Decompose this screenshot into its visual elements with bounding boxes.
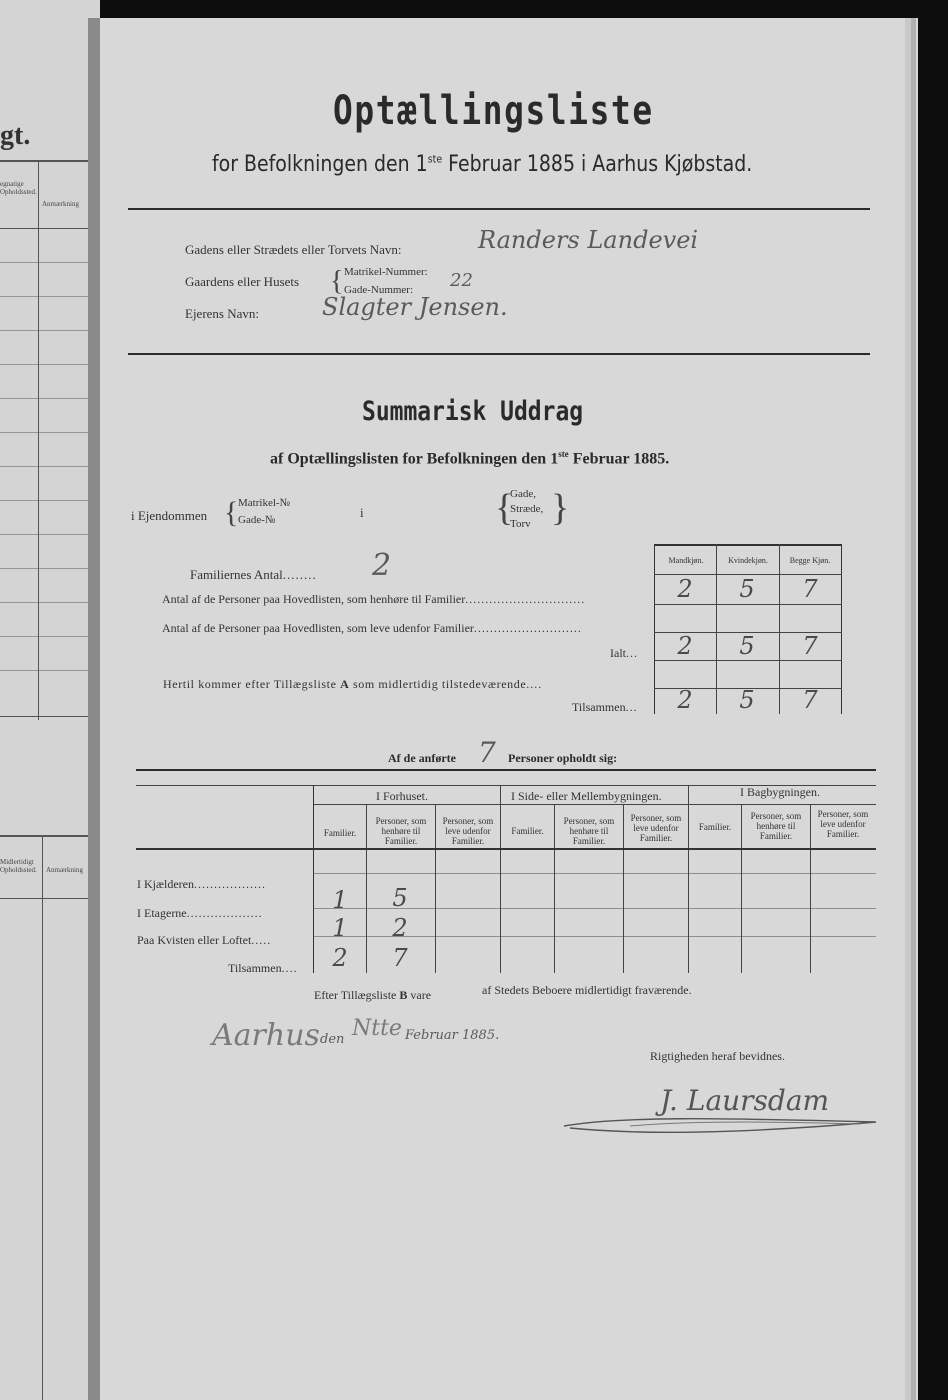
- tilsammen-male: 2: [677, 686, 693, 714]
- place-type-straede: Stræde,: [510, 503, 544, 515]
- signature: J. Laursdam: [660, 1084, 830, 1117]
- residence-intro-value: 7: [478, 736, 496, 769]
- left-col-a-header: egnatige Opholdssted.: [0, 180, 37, 196]
- gade-number-label: Gade-Nummer:: [344, 284, 414, 296]
- row-label-etager: I Etagerne...................: [137, 906, 263, 920]
- form-subtitle: for Befolkningen den 1ste Februar 1885 i Aarhus Kjøbstad.: [212, 152, 753, 177]
- form-title: Optællingsliste: [333, 88, 654, 134]
- ialt-male: 2: [677, 632, 693, 660]
- certify-text: Rigtigheden heraf bevidnes.: [650, 1049, 785, 1063]
- residence-intro-pre: Af de anførte: [388, 751, 456, 765]
- tilsammen-persons: 7: [392, 944, 408, 972]
- kvist-families: 1: [332, 914, 348, 942]
- row-label-tilsammen: Tilsammen...: [572, 700, 638, 714]
- property-matrikel-no: Matrikel-№: [238, 497, 291, 509]
- row-label-kjaelder: I Kjælderen..................: [137, 877, 266, 891]
- sub-header-outside-families: Personer, som leve udenfor Familier.: [817, 809, 869, 839]
- sign-day: Ntte: [352, 1016, 402, 1041]
- property-i: i: [360, 505, 364, 520]
- col-header-both: Begge Kjøn.: [789, 556, 831, 565]
- summary-title: Summarisk Uddrag: [362, 396, 584, 427]
- owner-label: Ejerens Navn:: [185, 306, 260, 321]
- divider: [128, 208, 870, 210]
- sub-header-in-families: Personer, som henhøre til Familier.: [375, 816, 427, 846]
- kvist-persons: 2: [392, 914, 408, 942]
- in-families-male: 2: [677, 575, 693, 603]
- tillaeg-b-post: af Stedets Beboere midlertidigt fraværende.: [482, 983, 692, 997]
- sign-place: Aarhus: [212, 1018, 320, 1053]
- group-bagbygning: I Bagbygningen.: [740, 785, 820, 799]
- group-forhuset: I Forhuset.: [376, 789, 428, 803]
- property-label: i Ejendommen: [131, 508, 208, 523]
- sub-header-families: Familier.: [323, 828, 357, 838]
- house-label: Gaardens eller Husets: [185, 274, 300, 289]
- row-label-kvist: Paa Kvisten eller Loftet.....: [137, 933, 272, 947]
- sign-month-year: Februar 1885.: [405, 1028, 500, 1043]
- sub-header-families: Familier.: [511, 826, 544, 836]
- etager-families: 1: [332, 886, 348, 914]
- left-facing-page: [0, 0, 100, 1400]
- street-value: Randers Landevei: [478, 226, 699, 254]
- place-type-gade: Gade,: [510, 488, 536, 500]
- ialt-both: 7: [802, 632, 818, 660]
- book-gutter: [88, 18, 100, 1400]
- group-sidebygning: I Side- eller Mellembygningen.: [511, 789, 662, 803]
- etager-persons: 5: [392, 884, 408, 912]
- summary-subtitle: af Optællingslisten for Befolkningen den 1ste Februar 1885.: [270, 449, 670, 468]
- left-page-heading: gt.: [0, 120, 31, 151]
- left-col-a-header-lower: Midlertidigt Opholdssted.: [0, 858, 37, 874]
- owner-value: Slagter Jensen.: [322, 293, 508, 321]
- in-families-female: 5: [739, 575, 755, 603]
- row-label-ialt: Ialt...: [610, 646, 638, 660]
- row-label-in-families: Antal af de Personer paa Hovedlisten, som henhøre til Familier..............................: [162, 592, 586, 606]
- col-header-female: Kvindekjøn.: [728, 556, 768, 565]
- tilsammen-families: 2: [332, 944, 348, 972]
- matrikel-label: Matrikel-Nummer:: [344, 266, 428, 278]
- in-families-both: 7: [802, 575, 818, 603]
- families-count-value: 2: [372, 548, 392, 583]
- row-label-outside-families: Antal af de Personer paa Hovedlisten, som leve udenfor Familier...........................: [162, 621, 582, 635]
- tilsammen-female: 5: [739, 686, 755, 714]
- row-label-tillaeg-a: Hertil kommer efter Tillægsliste A som midlertidig tilstedeværende....: [163, 677, 543, 691]
- sub-header-in-families: Personer, som henhøre til Familier.: [750, 811, 802, 841]
- residence-intro-post: Personer opholdt sig:: [508, 751, 618, 765]
- signature-flourish: [560, 1114, 880, 1138]
- residence-table-top: [136, 769, 876, 771]
- left-col-b-header: Anmærkning: [42, 200, 79, 208]
- sub-header-in-families: Personer, som henhøre til Familier.: [563, 816, 615, 846]
- sign-den: den: [320, 1032, 345, 1047]
- sub-header-outside-families: Personer, som leve udenfor Familier.: [442, 816, 494, 846]
- property-gade-no: Gade-№: [238, 514, 276, 526]
- ialt-female: 5: [739, 632, 755, 660]
- gade-number-value: 22: [450, 270, 473, 291]
- street-label: Gadens eller Strædets eller Torvets Navn:: [185, 242, 402, 257]
- divider: [128, 353, 870, 355]
- sub-header-outside-families: Personer, som leve udenfor Familier.: [630, 813, 682, 843]
- families-count-label: Familiernes Antal........: [190, 567, 317, 582]
- col-header-male: Mandkjøn.: [668, 556, 704, 565]
- row-label-tilsammen-res: Tilsammen....: [228, 961, 298, 975]
- left-col-b-header-lower: Anmærkning: [46, 866, 83, 874]
- sub-header-families: Familier.: [698, 822, 732, 832]
- place-type-torv: Torv: [510, 518, 531, 530]
- tilsammen-both: 7: [802, 686, 818, 714]
- tillaeg-b-label: Efter Tillægsliste B vare: [314, 988, 432, 1002]
